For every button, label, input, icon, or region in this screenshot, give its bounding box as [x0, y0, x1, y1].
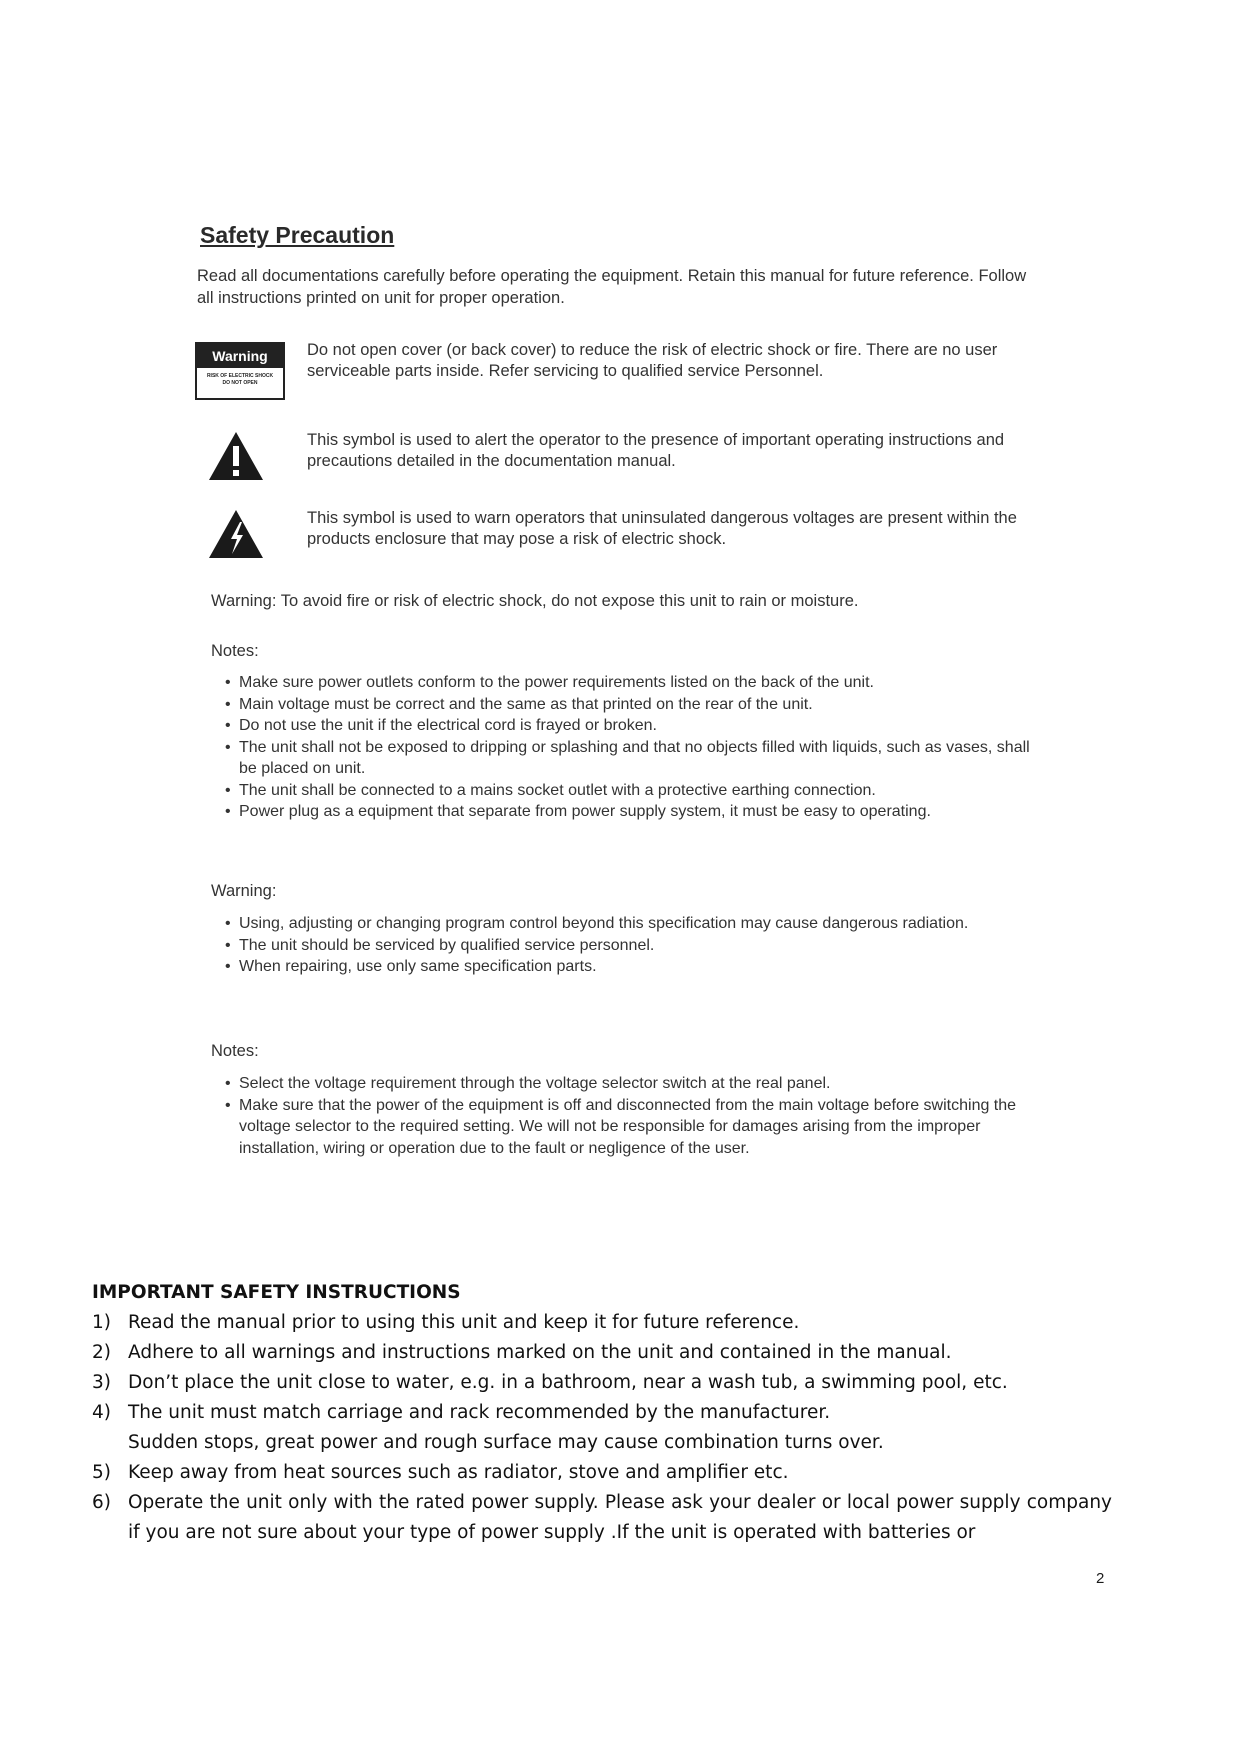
list-item: • Make sure that the power of the equipment is off and disconnected from the main voltage before switching the voltage selector to the required setting. We will not be responsible for damages arising from the improper installation, wiring or operation due to the fault or negligence of the user. [225, 1095, 1045, 1160]
alert-symbol-text: This symbol is used to alert the operator to the presence of important operating instructions and precautions detailed in the documentation manual. [307, 431, 1005, 470]
section-title: Safety Precaution [200, 222, 395, 248]
important-safety-instructions [92, 1278, 1112, 1548]
list-item: 6) Operate the unit only with the rated power supply. Please ask your dealer or local power supply company if you are not sure about your type of power supply .If the unit is operated with batteries or [92, 1492, 1112, 1543]
list-item: • The unit shall be connected to a mains socket outlet with a protective earthing connection. [225, 780, 1045, 802]
list-item: • Power plug as a equipment that separate from power supply system, it must be easy to operating. [225, 801, 1045, 823]
list-item: 1) Read the manual prior to using this unit and keep it for future reference. [92, 1312, 800, 1333]
list-item: • Using, adjusting or changing program control beyond this specification may cause dangerous radiation. [225, 913, 1045, 935]
notes2-list [225, 1073, 1045, 1159]
instructions-list [92, 1308, 1112, 1548]
warning-label-line2: DO NOT OPEN [222, 380, 258, 386]
list-item: • When repairing, use only same specification parts. [225, 956, 1045, 978]
exclamation-triangle-icon [207, 430, 265, 482]
warning-label-icon [195, 342, 285, 400]
list-item: • Main voltage must be correct and the same as that printed on the rear of the unit. [225, 694, 1045, 716]
intro-paragraph: Read all documentations carefully before operating the equipment. Retain this manual for future reference. Follow all instructions printed on unit for proper operation. [197, 267, 1027, 307]
warning-label-line1: RISK OF ELECTRIC SHOCK [206, 373, 274, 379]
warning2-list [225, 913, 1045, 978]
page-number: 2 [1096, 1570, 1105, 1587]
list-item: • The unit shall not be exposed to dripping or splashing and that no objects filled with liquids, such as vases, shall be placed on unit. [225, 737, 1045, 780]
list-item: 4) The unit must match carriage and rack recommended by the manufacturer. Sudden stops, great power and rough surface may cause combination turns over. [92, 1402, 884, 1453]
list-item: • The unit should be serviced by qualified service personnel. [225, 935, 1045, 957]
warning2-label: Warning: [211, 882, 277, 900]
fire-warning-text: Warning: To avoid fire or risk of electric shock, do not expose this unit to rain or moisture. [211, 592, 859, 610]
lightning-triangle-icon [207, 508, 265, 560]
list-item: • Select the voltage requirement through the voltage selector switch at the real panel. [225, 1073, 1045, 1095]
voltage-symbol-text: This symbol is used to warn operators that uninsulated dangerous voltages are present within the products enclosure that may pose a risk of electric shock. [307, 509, 1017, 548]
warning-label-title: Warning [197, 344, 283, 368]
notes1-label: Notes: [211, 642, 259, 660]
important-title: IMPORTANT SAFETY INSTRUCTIONS [92, 1282, 461, 1303]
notes1-list [225, 672, 1045, 823]
list-item: • Do not use the unit if the electrical cord is frayed or broken. [225, 715, 1045, 737]
list-item: 5) Keep away from heat sources such as radiator, stove and amplifier etc. [92, 1462, 789, 1483]
cover-warning-text: Do not open cover (or back cover) to reduce the risk of electric shock or fire. There are no user serviceable parts inside. Refer servicing to qualified service Personnel. [307, 341, 998, 380]
notes2-label: Notes: [211, 1042, 259, 1060]
list-item: 2) Adhere to all warnings and instructions marked on the unit and contained in the manual. [92, 1342, 952, 1363]
list-item: 3) Don’t place the unit close to water, e.g. in a bathroom, near a wash tub, a swimming pool, etc. [92, 1372, 1008, 1393]
list-item: • Make sure power outlets conform to the power requirements listed on the back of the unit. [225, 672, 1045, 694]
